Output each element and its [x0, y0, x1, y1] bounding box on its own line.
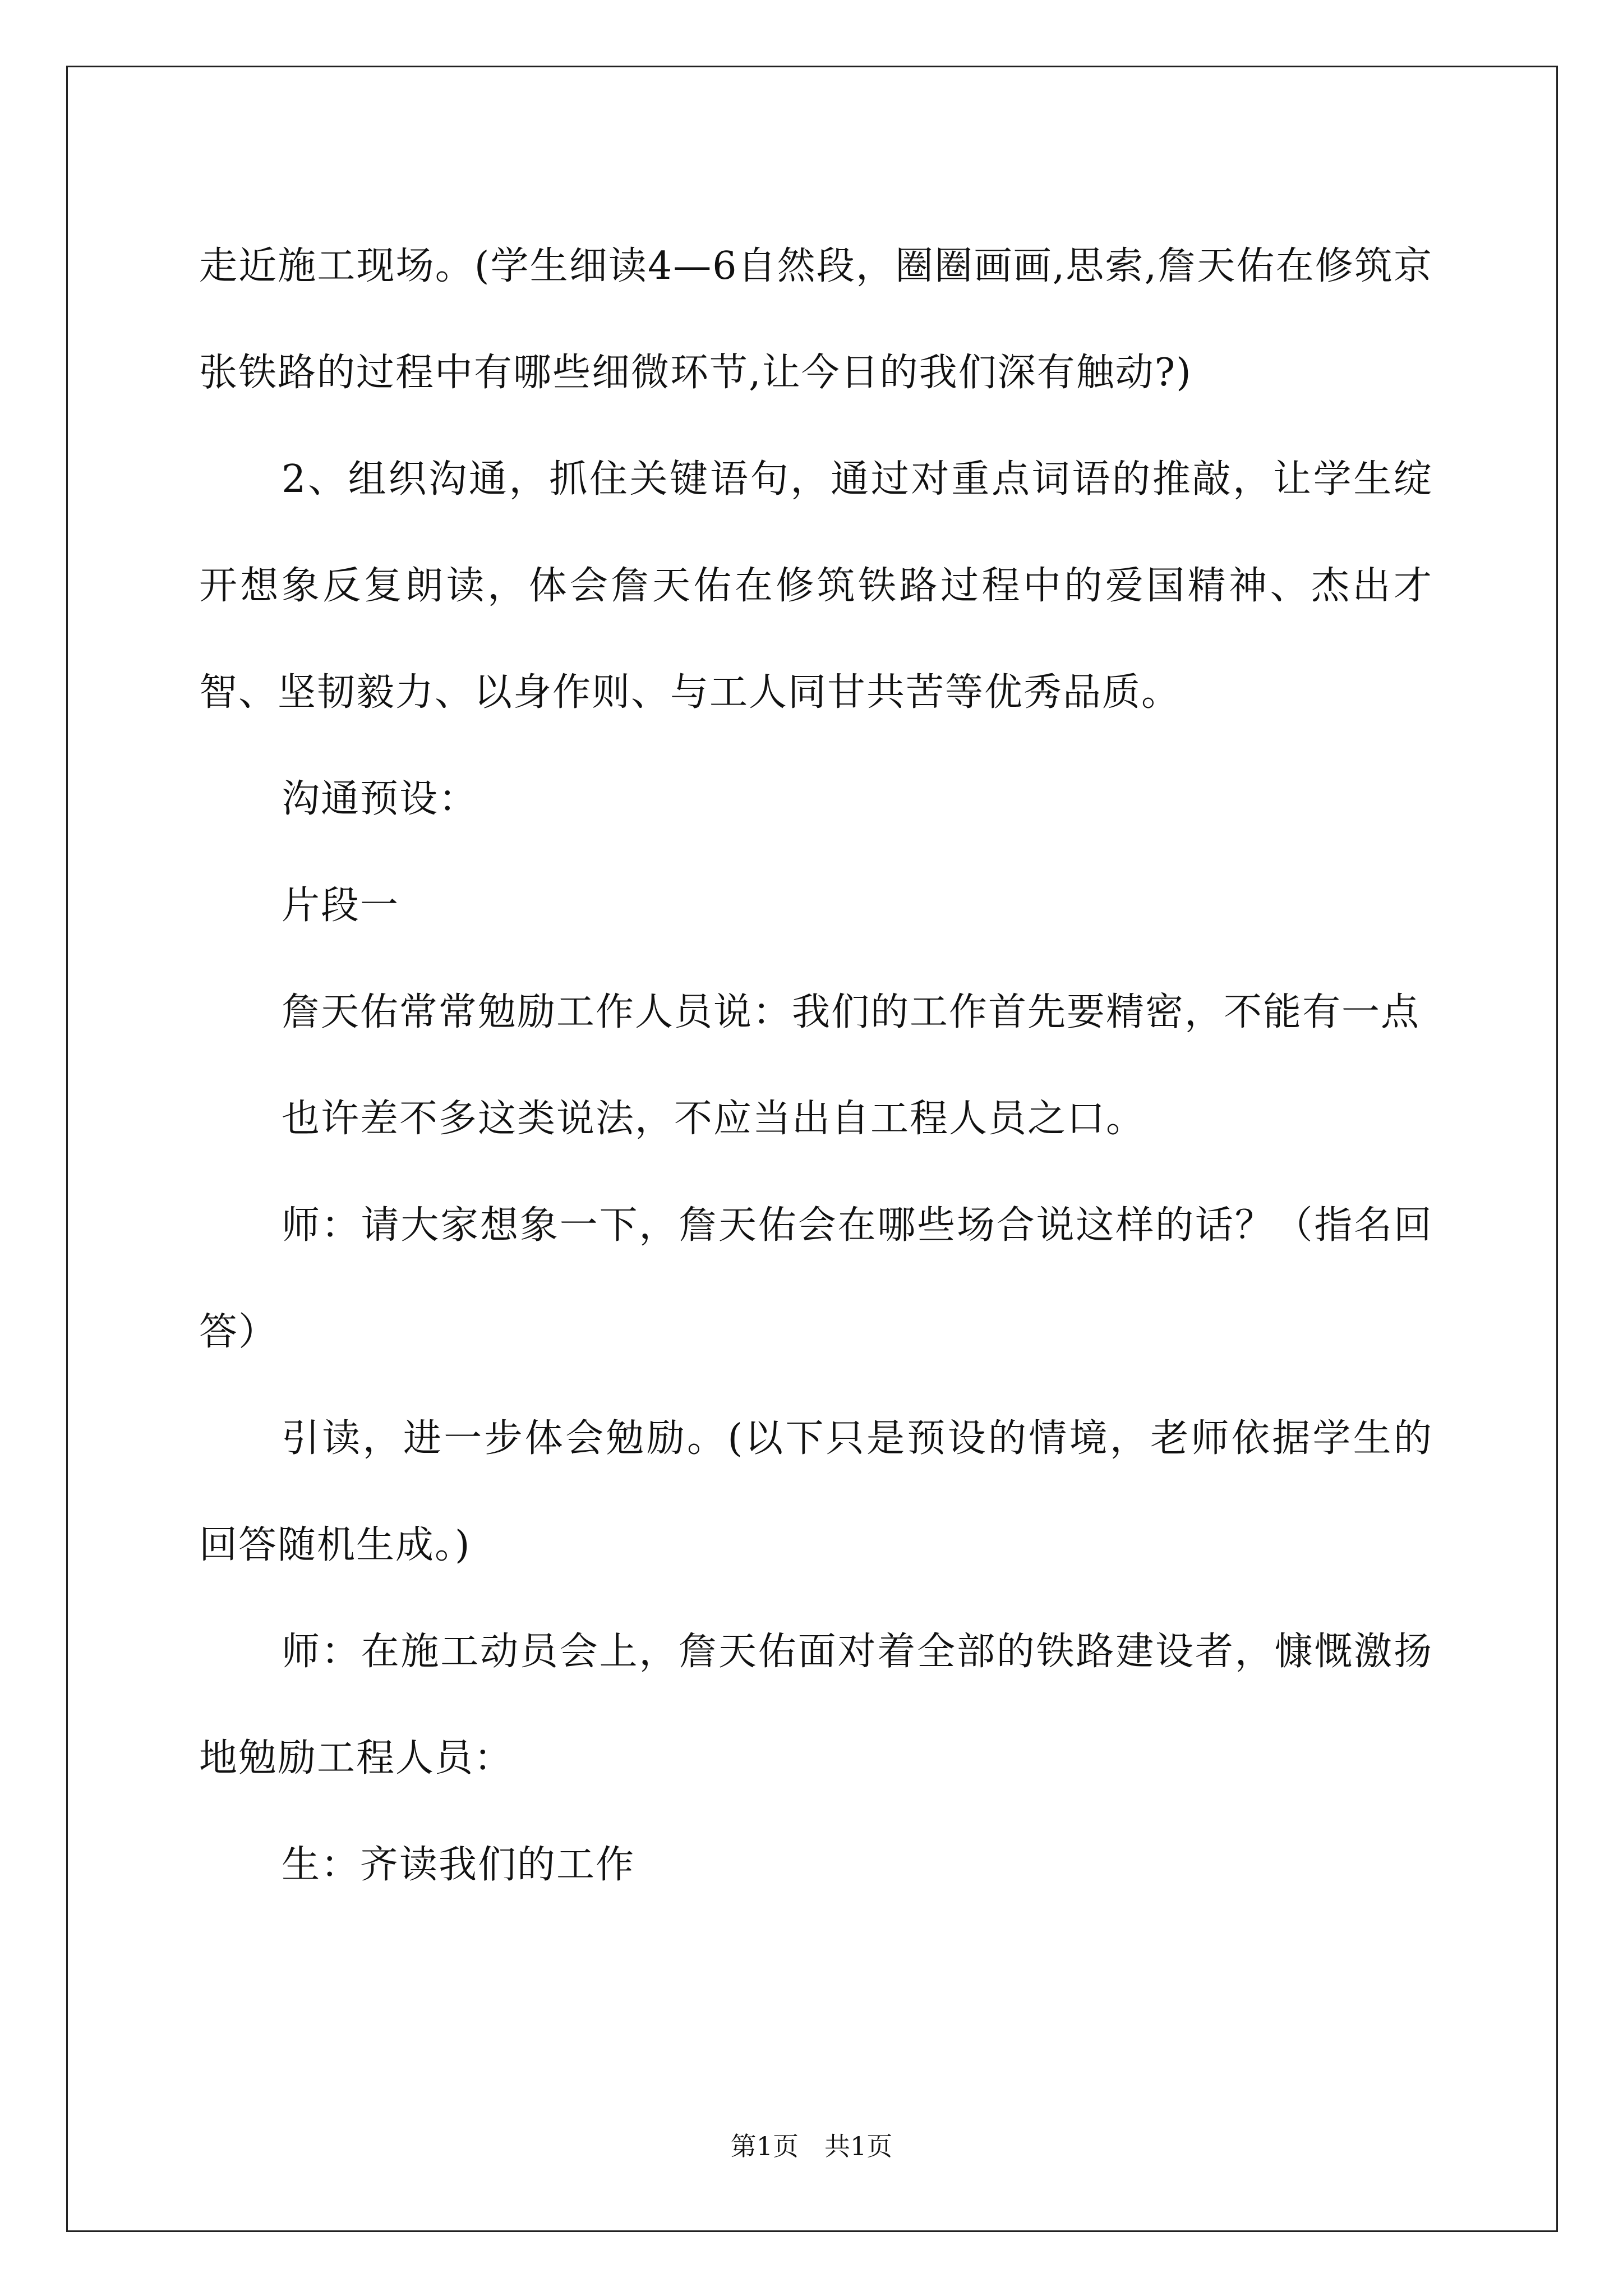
paragraph-4: 片段一 [282, 884, 400, 928]
paragraph-5: 詹天佑常常勉励工作人员说：我们的工作首先要精密，不能有一点 [282, 990, 1421, 1034]
paragraph-8: 引读，进一步体会勉励。(以下只是预设的情境，老师依据学生的回答随机生成。) [199, 1416, 1433, 1567]
paragraph-7: 师：请大家想象一下，詹天佑会在哪些场合说这样的话？（指名回答） [199, 1203, 1433, 1354]
document-body [199, 213, 1433, 1918]
paragraph-6: 也许差不多这类说法，不应当出自工程人员之口。 [282, 1097, 1146, 1141]
paragraph-3: 沟通预设： [282, 777, 478, 821]
paragraph-1: 走近施工现场。(学生细读4—6自然段，圈圈画画,思索,詹天佑在修筑京张铁路的过程中有哪些细微环节,让今日的我们深有触动?) [199, 244, 1433, 395]
page-footer: 第1页 共1页 [730, 2131, 893, 2161]
paragraph-10: 生：齐读我们的工作 [282, 1843, 635, 1887]
paragraph-2: 2、组织沟通，抓住关键语句，通过对重点词语的推敲，让学生绽开想象反复朗读，体会詹天佑在修筑铁路过程中的爱国精神、杰出才智、坚韧毅力、以身作则、与工人同甘共苦等优秀品质。 [199, 457, 1433, 715]
paragraph-9: 师：在施工动员会上，詹天佑面对着全部的铁路建设者，慷慨激扬地勉励工程人员： [199, 1630, 1433, 1780]
